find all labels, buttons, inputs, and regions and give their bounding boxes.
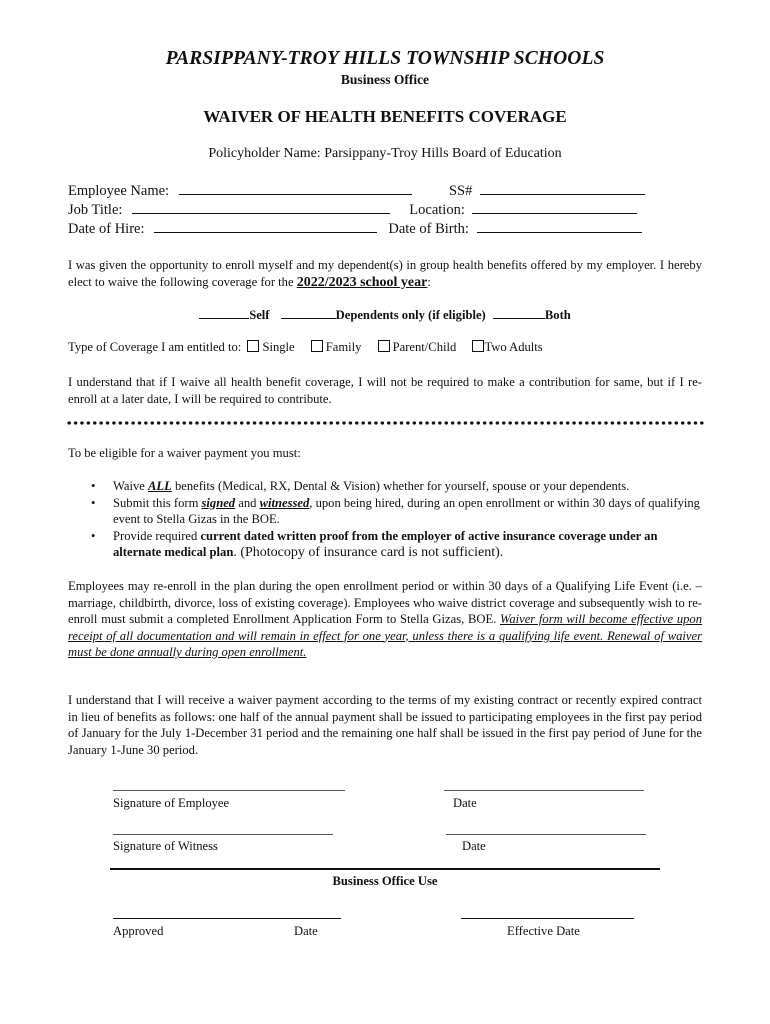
date-of-birth-label: Date of Birth: — [388, 221, 469, 237]
witness-date-label: Date — [462, 839, 486, 853]
coverage-label: Type of Coverage I am entitled to: — [68, 340, 242, 354]
self-blank[interactable] — [199, 306, 249, 319]
location-field[interactable] — [472, 200, 637, 214]
location-label: Location: — [409, 202, 465, 218]
requirements-list — [68, 478, 708, 562]
coverage-type-line — [68, 340, 543, 355]
intro-end: : — [427, 274, 431, 289]
job-title-label: Job Title: — [68, 202, 123, 218]
single-checkbox[interactable] — [247, 340, 259, 352]
employee-name-label: Employee Name: — [68, 183, 170, 199]
family-checkbox[interactable] — [311, 340, 323, 352]
ss-field[interactable] — [480, 181, 645, 195]
approved-label: Approved — [113, 924, 164, 938]
choice-dependents: Dependents only (if eligible) — [335, 308, 486, 322]
coverage-option-single: Single — [262, 340, 295, 354]
employee-name-field[interactable] — [179, 181, 412, 195]
dependents-blank[interactable] — [281, 306, 336, 319]
school-name: PARSIPPANY-TROY HILLS TOWNSHIP SCHOOLS — [165, 48, 605, 69]
approved-date-label: Date — [294, 924, 318, 938]
office-name: Business Office — [340, 72, 430, 87]
coverage-option-two-adults: Two Adults — [484, 340, 543, 354]
ss-label: SS# — [448, 183, 473, 199]
approved-line[interactable] — [113, 918, 341, 919]
dotted-divider — [66, 421, 706, 425]
effective-date-line[interactable] — [461, 918, 634, 919]
employee-signature-line[interactable] — [113, 790, 345, 791]
date-of-birth-field[interactable] — [477, 219, 642, 233]
employee-date-line[interactable] — [444, 790, 644, 791]
witness-signature-label: Signature of Witness — [113, 839, 218, 853]
coverage-option-parent-child: Parent/Child — [392, 340, 457, 354]
eligibility-intro: To be eligible for a waiver payment you must: — [68, 446, 301, 460]
list-item: • Waive ALL benefits (Medical, RX, Dental & Vision) whether for yourself, spouse or your dependents. — [113, 478, 708, 495]
reenroll-paragraph: Employees may re-enroll in the plan during the open enrollment period or within 30 days of a Qualifying Life Event (i.e. – marriage, childbirth, divorce, loss of existing coverage). Employees who waive district coverage and subsequently wish to re-enroll must submit a completed Enrollment Application Form to Stella Gizas, BOE. Waiver form will become effective upon receipt of all documentation and will remain in effect for one year, unless there is a qualifying life event. Renewal of waiver must be done annually during open enrollment. — [68, 579, 703, 659]
parent-child-checkbox[interactable] — [378, 340, 390, 352]
date-of-hire-label: Date of Hire: — [68, 221, 145, 237]
coverage-option-family: Family — [325, 340, 362, 354]
employee-date-label: Date — [453, 796, 477, 810]
employee-signature-label: Signature of Employee — [113, 796, 230, 810]
both-blank[interactable] — [493, 306, 545, 319]
intro-text: I was given the opportunity to enroll myself and my dependent(s) in group health benefits offered by my employer. I hereby elect to waive the following coverage for the — [68, 258, 702, 289]
choice-both: Both — [544, 308, 571, 322]
witness-date-line[interactable] — [446, 834, 646, 835]
list-item: • Provide required current dated written proof from the employer of active insurance coverage under an alternate medical plan. (Photocopy of insurance card is not sufficient). — [113, 528, 708, 562]
understand-paragraph-2: I understand that I will receive a waiver payment according to the terms of my existing contract or recently expired contract in lieu of benefits as follows: one half of the annual payment shall be issued to participating employees in the first pay period of January for the July 1-December 31 period and the remaining one half shall be issued in the first pay period of June for the January 1-June 30 period. — [68, 693, 702, 757]
choice-self: Self — [249, 308, 270, 322]
effective-date-label: Effective Date — [507, 924, 580, 938]
waiver-choice-line — [0, 306, 770, 323]
list-item: • Submit this form signed and witnessed, upon being hired, during an open enrollment or within 30 days of qualifying event to Stella Gizas in the BOE. — [113, 495, 708, 528]
office-use-title: Business Office Use — [332, 874, 438, 888]
policyholder-name: Policyholder Name: Parsippany-Troy Hills Board of Education — [208, 146, 562, 161]
witness-signature-line[interactable] — [113, 834, 333, 835]
office-use-divider — [110, 868, 660, 870]
date-of-hire-field[interactable] — [154, 219, 377, 233]
intro-paragraph — [68, 257, 702, 291]
two-adults-checkbox[interactable] — [472, 340, 484, 352]
job-title-field[interactable] — [132, 200, 390, 214]
understand-paragraph-1: I understand that if I waive all health benefit coverage, I will not be required to make a contribution for same, but if I re-enroll at a later date, I will be required to contribute. — [68, 375, 702, 406]
school-year: 2022/2023 school year — [296, 274, 428, 290]
form-title: WAIVER OF HEALTH BENEFITS COVERAGE — [203, 107, 567, 126]
waiver-effective-note: Waiver form will become effective upon receipt of all documentation and will remain in effect for one year, unless there is a qualifying life event. Renewal of waiver must be done annually during open enrollment. — [68, 612, 703, 659]
